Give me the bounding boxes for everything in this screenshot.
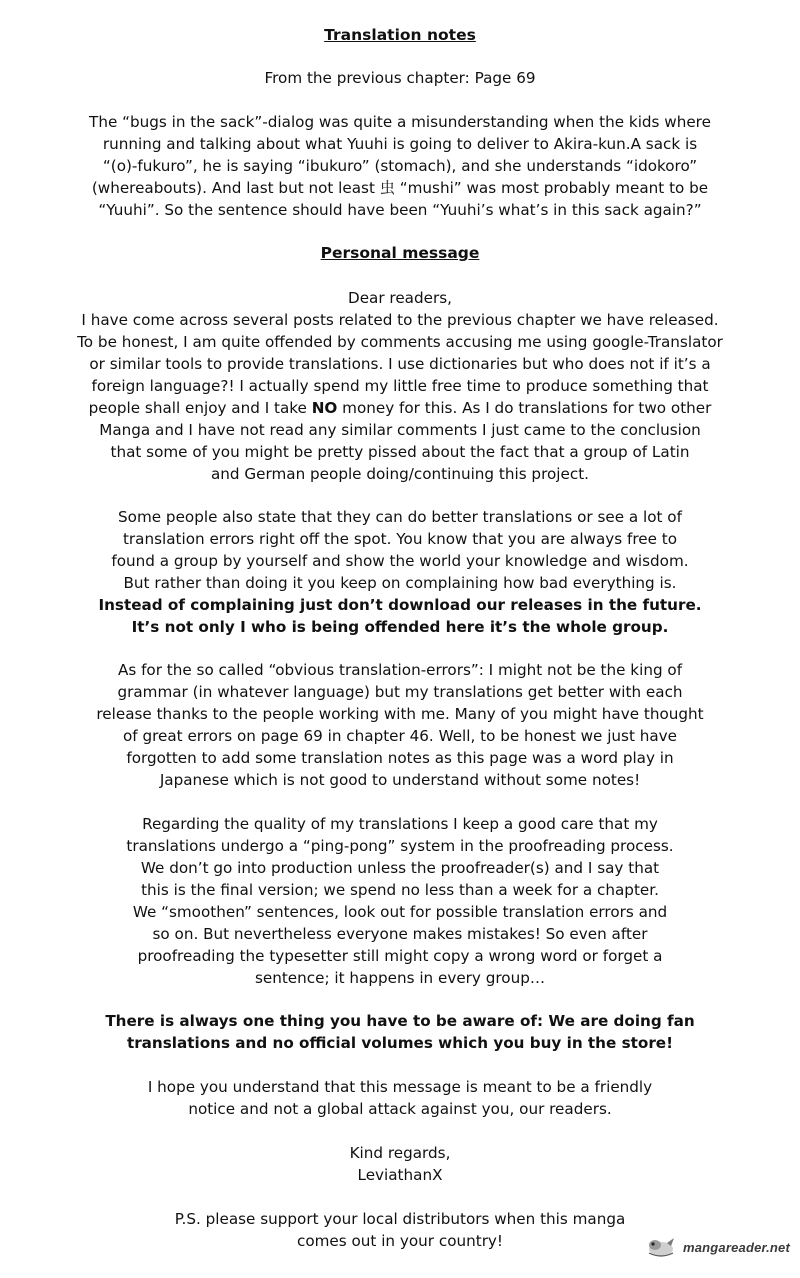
emphasis-no: NO <box>311 399 338 417</box>
paragraph-line: this is the final version; we spend no less than a week for a chapter. <box>141 881 659 899</box>
paragraph-line: “Yuuhi”. So the sentence should have been “Yuuhi’s what’s in this sack again?” <box>98 201 702 219</box>
line-text: people shall enjoy and I take <box>88 399 312 417</box>
page-title: Translation notes <box>324 26 476 44</box>
paragraph-line: translation errors right off the spot. You know that you are always free to <box>122 530 678 548</box>
paragraph-line: sentence; it happens in every group… <box>254 969 546 987</box>
paragraph-line: But rather than doing it you keep on complaining how bad everything is. <box>123 574 677 592</box>
site-watermark <box>643 1234 790 1260</box>
signature: LeviathanX <box>357 1166 443 1184</box>
paragraph-line: We “smoothen” sentences, look out for possible translation errors and <box>132 903 668 921</box>
line-text: money for this. As I do translations for two other <box>337 399 712 417</box>
paragraph-line: of great errors on page 69 in chapter 46. Well, to be honest we just have <box>123 727 677 745</box>
paragraph-line: (whereabouts). And last but not least 虫 “mushi” was most probably meant to be <box>91 179 709 197</box>
message-paragraph-1 <box>0 309 800 485</box>
message-paragraph-4 <box>0 813 800 989</box>
bugs-note-paragraph <box>0 111 800 221</box>
paragraph-line: notice and not a global attack against you, our readers. <box>188 1100 612 1118</box>
personal-message-heading: Personal message <box>320 244 480 262</box>
message-paragraph-3 <box>0 659 800 791</box>
paragraph-line: We don’t go into production unless the proofreader(s) and I say that <box>140 859 660 877</box>
mascot-icon <box>643 1235 679 1259</box>
paragraph-line: forgotten to add some translation notes as this page was a word play in <box>126 749 674 767</box>
paragraph-line: found a group by yourself and show the world your knowledge and wisdom. <box>111 552 689 570</box>
paragraph-line: proofreading the typesetter still might copy a wrong word or forget a <box>137 947 663 965</box>
message-paragraph-5 <box>0 1010 800 1054</box>
paragraph-line <box>0 397 800 419</box>
paragraph-line: I have come across several posts related to the previous chapter we have released. <box>81 311 719 329</box>
signature-block <box>0 1142 800 1186</box>
paragraph-line: “(o)-fukuro”, he is saying “ibukuro” (stomach), and she understands “idokoro” <box>102 157 698 175</box>
paragraph-line: running and talking about what Yuuhi is going to deliver to Akira-kun.A sack is <box>102 135 698 153</box>
paragraph-line: that some of you might be pretty pissed about the fact that a group of Latin <box>110 443 690 461</box>
message-paragraph-6 <box>0 1076 800 1120</box>
emphasis-line: Instead of complaining just don’t download our releases in the future. <box>98 596 702 614</box>
paragraph-line: and German people doing/continuing this project. <box>211 465 589 483</box>
previous-chapter-reference: From the previous chapter: Page 69 <box>264 69 536 87</box>
closing: Kind regards, <box>349 1144 451 1162</box>
paragraph-line: Japanese which is not good to understand without some notes! <box>159 771 641 789</box>
paragraph-line: To be honest, I am quite offended by comments accusing me using google-Translator <box>77 333 723 351</box>
paragraph-line: As for the so called “obvious translation-errors”: I might not be the king of <box>117 661 683 679</box>
emphasis-line: There is always one thing you have to be aware of: We are doing fan <box>105 1012 695 1030</box>
paragraph-line: release thanks to the people working with me. Many of you might have thought <box>96 705 704 723</box>
paragraph-line: I hope you understand that this message is meant to be a friendly <box>147 1078 653 1096</box>
message-paragraph-2 <box>0 506 800 638</box>
emphasis-line: It’s not only I who is being offended here it’s the whole group. <box>131 618 669 636</box>
emphasis-line: translations and no official volumes which you buy in the store! <box>126 1034 674 1052</box>
paragraph-line: Regarding the quality of my translations I keep a good care that my <box>142 815 658 833</box>
paragraph-line: foreign language?! I actually spend my little free time to produce something that <box>91 377 709 395</box>
paragraph-line: comes out in your country! <box>296 1232 504 1250</box>
paragraph-line: translations undergo a “ping-pong” system in the proofreading process. <box>126 837 674 855</box>
paragraph-line: Some people also state that they can do better translations or see a lot of <box>118 508 682 526</box>
paragraph-line: or similar tools to provide translations. I use dictionaries but who does not if it’s a <box>89 355 711 373</box>
watermark-text: mangareader.net <box>682 1239 790 1255</box>
paragraph-line: grammar (in whatever language) but my translations get better with each <box>117 683 683 701</box>
paragraph-line: The “bugs in the sack”-dialog was quite a misunderstanding when the kids where <box>89 113 711 131</box>
greeting: Dear readers, <box>348 289 452 307</box>
paragraph-line: Manga and I have not read any similar comments I just came to the conclusion <box>99 421 701 439</box>
paragraph-line: so on. But nevertheless everyone makes mistakes! So even after <box>152 925 648 943</box>
paragraph-line: P.S. please support your local distributors when this manga <box>174 1210 626 1228</box>
